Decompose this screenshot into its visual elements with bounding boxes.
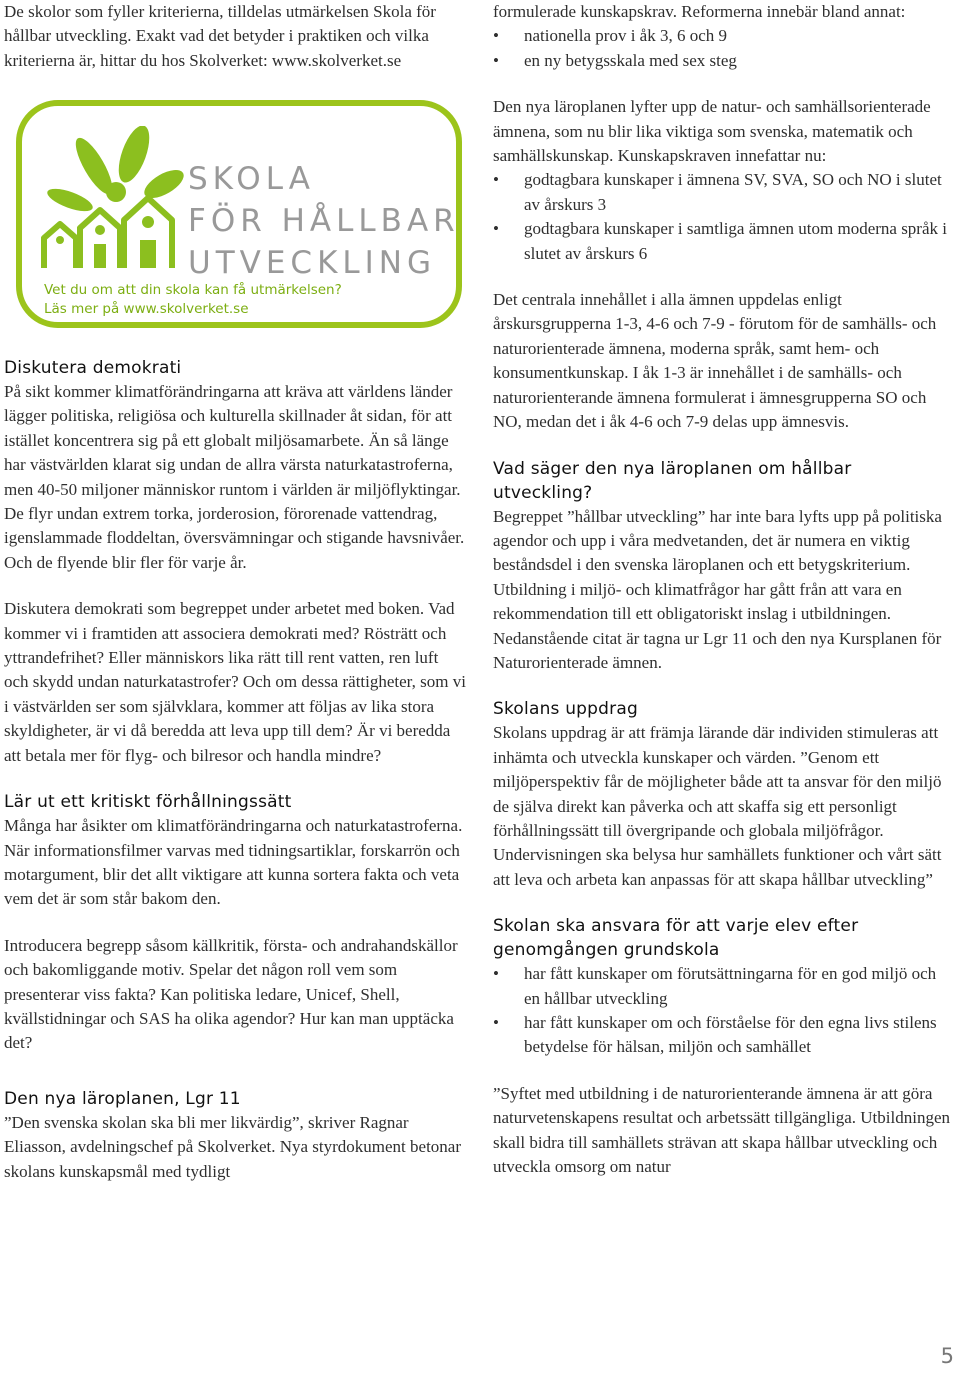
intro-paragraph: De skolor som fyller kriterierna, tilldelas utmärkelsen Skola för hållbar utveckling. Exakt vad det betyder i praktiken och vilka kriterierna är, hittar du hos Skolverket: www.skolverket.se (4, 2, 436, 70)
section-paragraph: Begreppet ”hållbar utveckling” har inte bara lyfts upp på politiska agendor och upp i våra medvetanden, det är numera en viktig beståndsdel i den svenska läroplanen och ett betygskriterium. Utbildning i miljö- och klimatfrågor har gått från att vara en rekommendation till ett obligatoriskt inslag i utbildningen. Nedanstående citat är tagna ur Lgr 11 och den nya Kursplanen för Naturorienterade ämnen. (493, 506, 942, 672)
section-paragraph: Många har åsikter om klimatförändringarna och naturkatastroferna. När informationsfilmer varvas med tidningsartiklar, forskarrön och motargument, blir det allt viktigare att kunna sortera fakta och veta vem det är som står bakom den. (4, 816, 463, 909)
list-item: • godtagbara kunskaper i samtliga ämnen utom moderna språk i slutet av årskurs 6 (493, 217, 956, 266)
logo-tagline (44, 281, 342, 319)
section-paragraph: På sikt kommer klimatförändringarna att kräva att världens länder lägger politiska, religiösa och kulturella skillnader åt sidan, för att istället koncentrera sig på ett globalt miljösamarbete. Än så länge har västvärlden klarat sig undan de allra värsta naturkatastroferna, men 40-50 miljoner människor runtom i världen är miljöflyktingar. De flyr undan extrem torka, jorderosion, förorenade vattendrag, igenslammade floddeltan, översvämningar och stigande havsnivåer. Och de flyende blir fler för varje år. (4, 382, 465, 572)
section-heading: Skolan ska ansvara för att varje elev efter genomgången grundskola (493, 916, 859, 961)
logo-title-line: FÖR HÅLLBAR (188, 203, 460, 239)
continued-paragraph: formulerade kunskapskrav. Reformerna innebär bland annat: (493, 2, 906, 21)
list-item: • har fått kunskaper om och förståelse för den egna livs stilens betydelse för hälsan, miljön och samhället (493, 1011, 956, 1060)
goals-list (493, 962, 956, 1060)
right-column (493, 0, 956, 1179)
logo-tagline-question: Vet du om att din skola kan få utmärkelsen? (44, 282, 342, 298)
logo-tagline-link[interactable]: Läs mer på www.skolverket.se (44, 301, 249, 317)
section-paragraph: Den nya läroplanen lyfter upp de natur- och samhällsorienterade ämnena, som nu blir lika viktiga som svenska, matematik och samhällskunskap. Kunskapskraven innefattar nu: (493, 97, 931, 166)
section-paragraph: Det centrala innehållet i alla ämnen uppdelas enligt årskursgrupperna 1-3, 4-6 och 7-9 - förutom för de samhälls- och naturorienterade ämnena, moderna språk, samt hem- och konsumentkunskap. I åk 1-3 är innehållet i de samhälls- och naturorienterande ämnena formulerat i ämnesgrupperna SO och NO, medan det i åk 4-6 och 7-9 delas upp ämnesvis. (493, 290, 937, 432)
section-paragraph: Skolans uppdrag är att främja lärande där individen stimuleras att inhämta och utveckla kunskaper och värden. ”Genom ett miljöperspektiv får de möjligheter både att ta ansvar för den miljö de själva direkt kan påverka och att skaffa sig ett personligt förhållningssätt till övergripande och globala miljöfrågor. Undervisningen ska belysa hur samhällets funktioner och vårt sätt att leva och arbeta kan anpassas för att skapa hållbar utveckling” (493, 723, 942, 889)
list-item: • nationella prov i åk 3, 6 och 9 (493, 24, 956, 48)
left-column (4, 0, 466, 73)
section-heading: Lär ut ett kritiskt förhållningssätt (4, 792, 292, 813)
reform-list (493, 24, 956, 73)
logo-emblem-icon (36, 126, 186, 276)
section-paragraph: ”Syftet med utbildning i de naturorienterande ämnena är att göra naturvetenskapens resultat och arbetssätt tillgängliga. Utbildningen skall bidra till samhällets strävan att skapa hållbar utveckling och utveckla omsorg om natur (493, 1083, 950, 1177)
logo-title-line: SKOLA (188, 161, 315, 197)
section-paragraph: ”Den svenska skolan ska bli mer likvärdig”, skriver Ragnar Eliasson, avdelningschef på Skolverket. Nya styrdokument betonar skolans kunskapsmål med tydligt (4, 1112, 461, 1181)
logo-title-line: UTVECKLING (188, 245, 437, 281)
logo-title (188, 158, 460, 284)
page-number: 5 (940, 1344, 954, 1368)
section-heading: Den nya läroplanen, Lgr 11 (4, 1088, 241, 1109)
section-paragraph: Introducera begrepp såsom källkritik, första- och andrahandskällor och bakomliggande motiv. Spelar det någon roll vem som presenterar viss fakta? Kan politiska ledare, Unicef, Shell, kvällstidningar och SAS ha olika agendor? Hur kan man upptäcka det? (4, 935, 458, 1053)
section-heading: Skolans uppdrag (493, 699, 638, 720)
left-column-body (4, 356, 466, 1184)
list-item: • en ny betygsskala med sex steg (493, 49, 956, 73)
section-heading: Vad säger den nya läroplanen om hållbar utveckling? (493, 458, 852, 503)
list-item: • har fått kunskaper om förutsättningarna för en god miljö och en hållbar utveckling (493, 962, 956, 1011)
requirements-list (493, 168, 956, 266)
section-heading: Diskutera demokrati (4, 358, 182, 378)
section-paragraph: Diskutera demokrati som begreppet under arbetet med boken. Vad kommer vi i framtiden att associera demokrati med? Rösträtt och yttrandefrihet? Eller människors lika rätt till rent vatten, ren luft och skydd undan naturkatastrofer? Och om dessa rättigheter, som vi i västvärlden ser som självklara, kommer att följas av lika stora skyldigheter, är vi då beredda att leva upp till dem? Är vi beredda att betala mer för flyg- och bilresor och handla mindre? (4, 599, 466, 765)
list-item: • godtagbara kunskaper i ämnena SV, SVA, SO och NO i slutet av årskurs 3 (493, 168, 956, 217)
